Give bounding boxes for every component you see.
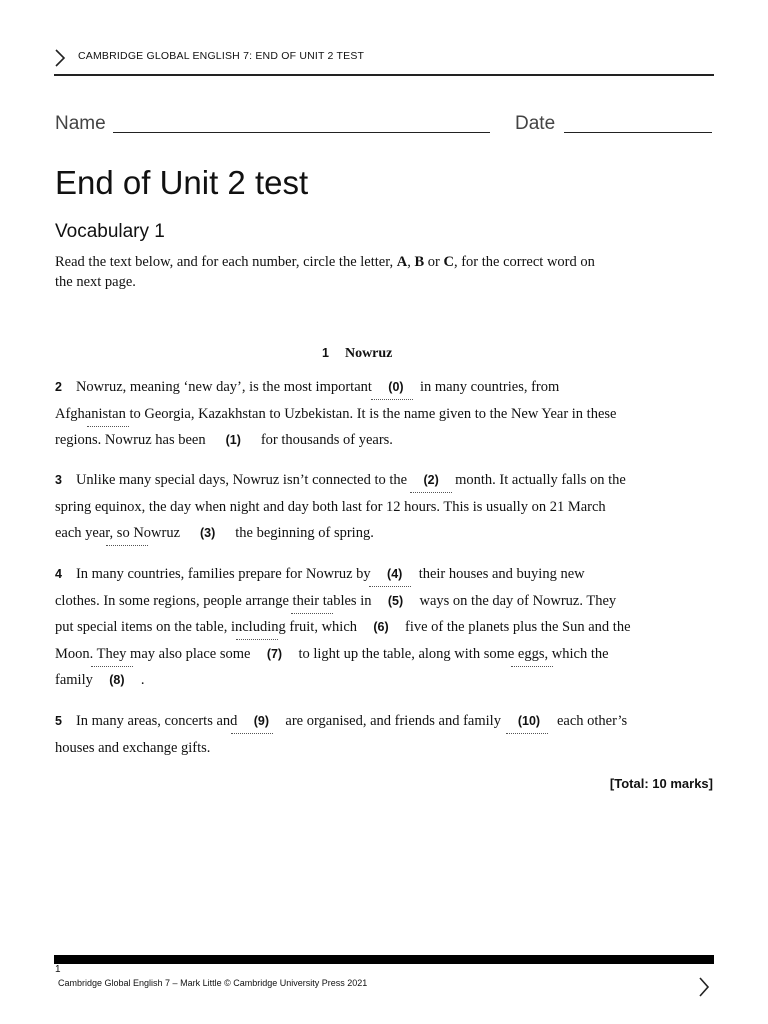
paragraph-text: regions. Nowruz has been bbox=[55, 432, 206, 448]
name-date-row bbox=[55, 113, 715, 137]
gap-7[interactable]: (7) bbox=[266, 646, 283, 661]
paragraph-text: spring equinox, the day when night and day both last for 12 hours. This is usually on 21 March bbox=[55, 498, 606, 515]
paragraph-text: Unlike many special days, Nowruz isn’t connected to the bbox=[75, 472, 408, 488]
dotted-underline bbox=[87, 426, 129, 427]
paragraph-text: Afghanistan to Georgia, Kazakhstan to Uzbekistan. It is the name given to the New Year in these bbox=[55, 405, 617, 422]
instructions-text: the next page. bbox=[55, 274, 136, 290]
paragraph-text: put special items on the table, including fruit, which bbox=[55, 619, 358, 635]
paragraph-text: each year, so Nowruz bbox=[55, 525, 181, 541]
gap-3[interactable]: (3) bbox=[200, 526, 216, 540]
page-title: End of Unit 2 test bbox=[55, 164, 309, 201]
page-header bbox=[54, 44, 714, 76]
section-heading: Vocabulary 1 bbox=[55, 221, 165, 242]
date-field[interactable] bbox=[564, 132, 712, 133]
gap-9[interactable]: (9) bbox=[253, 714, 270, 728]
paragraph-text: for thousands of years. bbox=[260, 432, 393, 448]
passage-title bbox=[322, 346, 392, 362]
letter-a: A bbox=[396, 254, 408, 270]
copyright-text: Cambridge Global English 7 – Mark Little © Cambridge University Press 2021 bbox=[58, 978, 368, 988]
date-label: Date bbox=[515, 113, 556, 134]
chevron-right-icon bbox=[54, 48, 66, 68]
paragraph-text: In many countries, families prepare for Nowruz by bbox=[75, 566, 371, 582]
letter-c: C bbox=[443, 254, 454, 270]
instructions-text: , for the correct word on bbox=[453, 254, 595, 270]
paragraph-text: the beginning of spring. bbox=[235, 525, 374, 541]
paragraph-text: Nowruz, meaning ‘new day’, is the most important bbox=[75, 379, 372, 395]
total-marks: [Total: 10 marks] bbox=[609, 776, 713, 791]
paragraph-4 bbox=[55, 561, 695, 694]
paragraph-text: clothes. In some regions, people arrange their tables in bbox=[55, 592, 372, 609]
paragraph-text: houses and exchange gifts. bbox=[55, 739, 211, 756]
paragraph-5 bbox=[55, 708, 695, 761]
name-field[interactable] bbox=[113, 132, 490, 133]
name-label: Name bbox=[55, 113, 106, 134]
paragraph-text: in many countries, from bbox=[419, 379, 560, 395]
paragraph-text: month. It actually falls on the bbox=[455, 472, 626, 488]
footer-bar bbox=[54, 955, 714, 964]
paragraph-text: to light up the table, along with some eggs, which the bbox=[298, 645, 609, 662]
paragraph-number: 2 bbox=[55, 380, 62, 394]
paragraph-number: 3 bbox=[55, 473, 62, 487]
gap-6[interactable]: (6) bbox=[373, 620, 389, 634]
gap-1[interactable]: (1) bbox=[225, 433, 241, 447]
instructions-text: Read the text below, and for each number, circle the letter, bbox=[55, 254, 397, 270]
instructions-sep: , bbox=[407, 254, 415, 270]
gap-2[interactable]: (2) bbox=[423, 473, 439, 487]
paragraph-text: their houses and buying new bbox=[418, 566, 585, 582]
gap-0[interactable]: (0) bbox=[388, 380, 404, 394]
paragraph-text: ways on the day of Nowruz. They bbox=[419, 592, 617, 609]
paragraph-text: . bbox=[140, 672, 145, 688]
chevron-right-icon[interactable] bbox=[697, 976, 711, 998]
paragraph-text: Moon. They may also place some bbox=[55, 645, 251, 662]
instructions-sep: or bbox=[424, 254, 444, 270]
header-title: CAMBRIDGE GLOBAL ENGLISH 7: END OF UNIT 2 TEST bbox=[78, 50, 365, 62]
page-number: 1 bbox=[55, 964, 61, 975]
paragraph-number: 4 bbox=[55, 567, 62, 581]
gap-10[interactable]: (10) bbox=[517, 714, 541, 728]
passage-title-number: 1 bbox=[322, 346, 329, 360]
gap-5[interactable]: (5) bbox=[387, 593, 404, 608]
instructions bbox=[55, 252, 655, 292]
dotted-underline bbox=[106, 545, 148, 546]
gap-4[interactable]: (4) bbox=[387, 567, 403, 581]
paragraph-2 bbox=[55, 374, 695, 454]
paragraph-text: five of the planets plus the Sun and the bbox=[405, 619, 631, 635]
paragraph-text: In many areas, concerts and bbox=[75, 713, 238, 729]
paragraph-text: each other’s bbox=[556, 713, 628, 729]
passage-title-text: Nowruz bbox=[344, 346, 393, 361]
paragraph-3 bbox=[55, 467, 695, 547]
paragraph-text: family bbox=[55, 672, 93, 688]
paragraph-number: 5 bbox=[55, 714, 62, 728]
gap-8[interactable]: (8) bbox=[109, 673, 125, 687]
paragraph-text: are organised, and friends and family bbox=[285, 713, 501, 729]
letter-b: B bbox=[414, 254, 425, 270]
